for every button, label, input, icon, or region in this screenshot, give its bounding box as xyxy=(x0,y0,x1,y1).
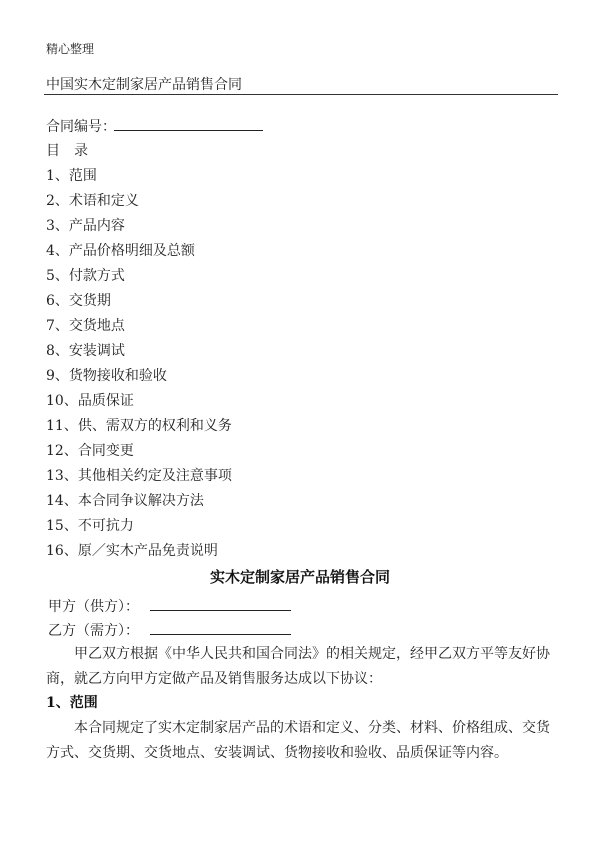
toc-item: 4、产品价格明细及总额 xyxy=(46,243,195,259)
toc-item: 6、交货期 xyxy=(46,293,111,309)
toc-item: 3、产品内容 xyxy=(46,218,125,234)
toc-item: 1、范围 xyxy=(46,168,97,184)
contract-number-field xyxy=(114,130,263,131)
toc-item: 14、本合同争议解决方法 xyxy=(46,493,204,509)
party-b-field xyxy=(150,634,291,635)
toc-item: 2、术语和定义 xyxy=(46,193,139,209)
toc-item: 15、不可抗力 xyxy=(46,518,134,534)
party-a-label: 甲方（供方）： xyxy=(48,599,139,615)
contract-number-label: 合同编号： xyxy=(46,119,116,135)
header-divider xyxy=(44,94,558,95)
section-1-text: 本合同规定了实木定制家居产品的术语和定义、分类、材料、价格组成、交货方式、交货期、交货地点、安装调试、货物接收和验收、品质保证等内容。 xyxy=(46,720,550,761)
toc-item: 13、其他相关约定及注意事项 xyxy=(46,468,232,484)
section-1-heading: 1、范围 xyxy=(46,695,98,711)
toc-heading: 目 录 xyxy=(46,143,88,159)
intro-text: 甲乙双方根据《中华人民共和国合同法》的相关规定，经甲乙双方平等友好协商，就乙方向甲方定做产品及销售服务达成以下协议： xyxy=(46,646,550,687)
toc-item: 5、付款方式 xyxy=(46,268,125,284)
intro-paragraph xyxy=(46,642,560,692)
toc-item: 7、交货地点 xyxy=(46,318,125,334)
header-note: 精心整理 xyxy=(46,42,95,56)
section-1-paragraph xyxy=(46,716,560,766)
toc-item: 10、品质保证 xyxy=(46,393,134,409)
toc-item: 8、安装调试 xyxy=(46,343,125,359)
party-b-label: 乙方（需方）： xyxy=(48,623,139,639)
toc-item: 16、原／实木产品免责说明 xyxy=(46,543,218,559)
header-title: 中国实木定制家居产品销售合同 xyxy=(46,77,242,93)
toc-item: 11、供、需双方的权利和义务 xyxy=(46,418,232,434)
document-title: 实木定制家居产品销售合同 xyxy=(209,568,390,586)
party-a-field xyxy=(150,610,291,611)
toc-item: 12、合同变更 xyxy=(46,443,134,459)
toc-item: 9、货物接收和验收 xyxy=(46,368,167,384)
